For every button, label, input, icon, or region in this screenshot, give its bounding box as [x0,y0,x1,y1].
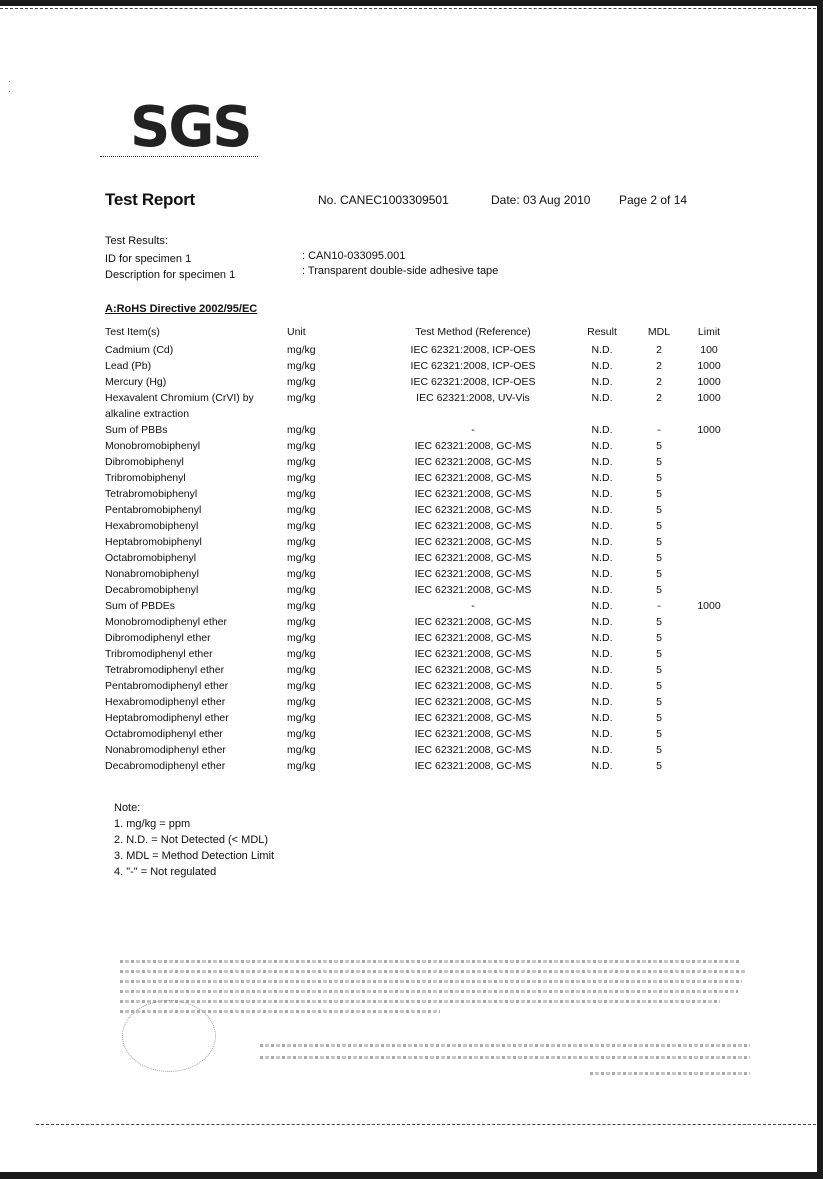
note-item: 3. MDL = Method Detection Limit [114,850,275,862]
specimen-id-label: ID for specimen 1 [105,253,192,265]
cell-result: N.D. [591,360,613,372]
cell-test-item: Heptabromodiphenyl ether [105,712,229,724]
cell-test-method: IEC 62321:2008, GC-MS [414,536,532,548]
cell-test-method: IEC 62321:2008, GC-MS [414,744,532,756]
cell-unit: mg/kg [287,360,316,372]
cell-mdl: 5 [656,584,662,596]
header-limit: Limit [697,326,721,338]
cell-test-method: IEC 62321:2008, ICP-OES [410,344,536,356]
cell-test-item: Pentabromodiphenyl ether [105,680,229,692]
cell-limit [687,440,731,456]
cell-unit: mg/kg [287,696,316,708]
cell-result: N.D. [591,552,613,564]
cell-limit: 100 [700,344,718,356]
cell-result: N.D. [591,344,613,356]
cell-unit: mg/kg [287,472,316,484]
cell-mdl: 5 [656,456,662,468]
table-row [105,536,731,552]
cell-mdl: 5 [656,632,662,644]
cell-mdl [631,408,687,424]
cell-mdl: 5 [656,760,662,772]
cell-result: N.D. [591,568,613,580]
cell-result: N.D. [591,680,613,692]
table-row [105,728,731,744]
cell-limit [687,536,731,552]
cell-test-method: IEC 62321:2008, ICP-OES [410,376,536,388]
cell-test-item: Octabromodiphenyl ether [105,728,223,740]
table-row [105,584,731,600]
cell-test-method: IEC 62321:2008, GC-MS [414,648,532,660]
cell-unit: mg/kg [287,520,316,532]
cell-result: N.D. [591,760,613,772]
fine-print-footer [120,950,750,1080]
cell-limit [687,584,731,600]
cell-test-method: IEC 62321:2008, GC-MS [414,632,532,644]
cell-result: N.D. [591,696,613,708]
left-margin-marks: · · [8,76,11,96]
notes [114,800,274,880]
cell-limit: 1000 [697,600,721,612]
note-item: 4. "-" = Not regulated [114,866,217,878]
cell-unit [287,408,373,424]
cell-limit [687,744,731,760]
table-row [105,504,731,520]
cell-unit: mg/kg [287,392,316,404]
cell-test-item: Nonabromodiphenyl ether [105,744,226,756]
cell-result: N.D. [591,392,613,404]
cell-result: N.D. [591,504,613,516]
cell-unit: mg/kg [287,664,316,676]
cell-test-item: Dibromodiphenyl ether [105,632,211,644]
cell-result: N.D. [591,600,613,612]
cell-limit: 1000 [697,376,721,388]
results-body [105,344,731,776]
cell-mdl: 5 [656,648,662,660]
cell-test-method: IEC 62321:2008, GC-MS [414,696,532,708]
cell-limit: 1000 [697,360,721,372]
table-row [105,520,731,536]
cell-test-method: IEC 62321:2008, GC-MS [414,504,532,516]
stamp-seal [122,1000,216,1072]
cell-test-item: Lead (Pb) [105,360,152,372]
table-row [105,424,731,440]
cell-mdl: 5 [656,680,662,692]
cell-test-item: Tribromodiphenyl ether [105,648,213,660]
cell-test-item: Sum of PBBs [105,424,168,436]
cell-mdl: 5 [656,664,662,676]
cell-limit [687,488,731,504]
cell-test-item: Nonabromobiphenyl [105,568,199,580]
cell-limit [687,408,731,424]
cell-limit: 1000 [697,392,721,404]
cell-result: N.D. [591,488,613,500]
bottom-dashed-line [36,1124,816,1125]
cell-test-method: IEC 62321:2008, GC-MS [414,456,532,468]
cell-mdl: 5 [656,440,662,452]
logo-underline [100,156,258,157]
cell-test-method: IEC 62321:2008, GC-MS [414,728,532,740]
cell-limit: 1000 [697,424,721,436]
cell-mdl: - [657,424,661,436]
cell-test-method: IEC 62321:2008, GC-MS [414,680,532,692]
cell-limit [687,760,731,776]
cell-unit: mg/kg [287,648,316,660]
cell-unit: mg/kg [287,504,316,516]
cell-result [573,408,631,424]
cell-test-item: Monobromobiphenyl [105,440,201,452]
cell-limit [687,712,731,728]
note-item: 2. N.D. = Not Detected (< MDL) [114,834,269,846]
table-row [105,408,731,424]
cell-test-item: Sum of PBDEs [105,600,176,612]
cell-test-method: IEC 62321:2008, GC-MS [414,568,532,580]
cell-test-item: Tribromobiphenyl [105,472,186,484]
cell-test-method: IEC 62321:2008, GC-MS [414,664,532,676]
table-row [105,696,731,712]
cell-unit: mg/kg [287,568,316,580]
cell-test-item: Heptabromobiphenyl [105,536,202,548]
table-row [105,568,731,584]
sgs-logo-text: SGS [130,95,251,160]
cell-test-method: IEC 62321:2008, UV-Vis [416,392,530,404]
cell-result: N.D. [591,632,613,644]
cell-mdl: 5 [656,488,662,500]
cell-test-method: - [471,600,475,612]
scan-edge-bottom [0,1172,823,1179]
cell-test-item: Monobromodiphenyl ether [105,616,227,628]
cell-mdl: 5 [656,696,662,708]
table-row [105,472,731,488]
cell-mdl: 2 [656,376,662,388]
cell-result: N.D. [591,536,613,548]
cell-test-method: IEC 62321:2008, GC-MS [414,616,532,628]
cell-limit [687,728,731,744]
note-item: 1. mg/kg = ppm [114,818,191,830]
cell-unit: mg/kg [287,488,316,500]
cell-unit: mg/kg [287,760,316,772]
cell-test-method: IEC 62321:2008, GC-MS [414,520,532,532]
cell-test-item: Mercury (Hg) [105,376,167,388]
cell-unit: mg/kg [287,440,316,452]
cell-limit [687,568,731,584]
cell-unit: mg/kg [287,424,316,436]
cell-limit [687,456,731,472]
cell-mdl: 5 [656,744,662,756]
cell-limit [687,552,731,568]
table-row [105,344,731,360]
cell-test-item: Tetrabromodiphenyl ether [105,664,225,676]
cell-test-method: IEC 62321:2008, GC-MS [414,472,532,484]
cell-test-method: IEC 62321:2008, GC-MS [414,712,532,724]
table-row [105,712,731,728]
table-row [105,360,731,376]
cell-limit [687,664,731,680]
table-row [105,760,731,776]
cell-limit [687,472,731,488]
cell-test-method [373,408,573,424]
header-unit: Unit [287,326,306,338]
header-test-item: Test Item(s) [105,326,160,338]
cell-unit: mg/kg [287,744,316,756]
cell-mdl: 5 [656,504,662,516]
report-number: No. CANEC1003309501 [318,193,449,207]
results-table [105,326,731,776]
cell-result: N.D. [591,712,613,724]
cell-test-item: Dibromobiphenyl [105,456,184,468]
cell-test-method: IEC 62321:2008, GC-MS [414,760,532,772]
cell-result: N.D. [591,728,613,740]
cell-limit [687,520,731,536]
table-row [105,616,731,632]
cell-unit: mg/kg [287,728,316,740]
table-row [105,392,731,408]
cell-limit [687,504,731,520]
table-row [105,552,731,568]
cell-result: N.D. [591,376,613,388]
header-result: Result [587,326,617,338]
cell-mdl: 5 [656,568,662,580]
scan-edge-top [0,0,823,6]
cell-mdl: 5 [656,472,662,484]
cell-test-item: Decabromodiphenyl ether [105,760,226,772]
cell-result: N.D. [591,424,613,436]
table-header-row [105,326,731,344]
table-row [105,664,731,680]
cell-result: N.D. [591,440,613,452]
cell-unit: mg/kg [287,376,316,388]
cell-unit: mg/kg [287,632,316,644]
cell-unit: mg/kg [287,584,316,596]
cell-mdl: 5 [656,712,662,724]
table-row [105,744,731,760]
cell-limit [687,632,731,648]
page-number: Page 2 of 14 [619,193,688,207]
cell-test-item: Hexavalent Chromium (CrVI) by [105,392,254,404]
table-row [105,632,731,648]
cell-test-item: alkaline extraction [105,408,190,420]
cell-result: N.D. [591,664,613,676]
cell-mdl: 5 [656,616,662,628]
section-title: A:RoHS Directive 2002/95/EC [105,303,258,315]
report-title: Test Report [105,190,195,209]
cell-limit [687,648,731,664]
notes-title: Note: [114,802,141,814]
table-row [105,680,731,696]
cell-mdl: 5 [656,728,662,740]
cell-limit [687,680,731,696]
cell-test-item: Octabromobiphenyl [105,552,197,564]
table-row [105,440,731,456]
cell-test-method: IEC 62321:2008, GC-MS [414,584,532,596]
cell-test-method: IEC 62321:2008, GC-MS [414,488,532,500]
cell-result: N.D. [591,616,613,628]
sgs-logo [100,96,260,166]
cell-mdl: 5 [656,536,662,548]
cell-test-item: Hexabromodiphenyl ether [105,696,226,708]
cell-mdl: 2 [656,344,662,356]
cell-mdl: 2 [656,360,662,372]
scan-edge-right [817,0,823,1179]
table-row [105,648,731,664]
cell-result: N.D. [591,472,613,484]
cell-unit: mg/kg [287,552,316,564]
cell-mdl: - [657,600,661,612]
cell-test-item: Pentabromobiphenyl [105,504,202,516]
cell-unit: mg/kg [287,536,316,548]
cell-unit: mg/kg [287,600,316,612]
cell-result: N.D. [591,520,613,532]
cell-unit: mg/kg [287,616,316,628]
cell-test-item: Hexabromobiphenyl [105,520,199,532]
cell-test-method: IEC 62321:2008, ICP-OES [410,360,536,372]
cell-test-method: IEC 62321:2008, GC-MS [414,440,532,452]
cell-unit: mg/kg [287,680,316,692]
header-test-method: Test Method (Reference) [415,326,531,338]
cell-test-method: - [471,424,475,436]
cell-unit: mg/kg [287,344,316,356]
cell-limit [687,616,731,632]
cell-mdl: 5 [656,520,662,532]
cell-unit: mg/kg [287,712,316,724]
cell-mdl: 2 [656,392,662,404]
specimen-desc-value: : Transparent double-side adhesive tape [302,265,499,277]
cell-test-item: Cadmium (Cd) [105,344,174,356]
table-row [105,488,731,504]
specimen-id-value: : CAN10-033095.001 [302,250,406,262]
cell-test-item: Decabromobiphenyl [105,584,199,596]
cell-mdl: 5 [656,552,662,564]
table-row [105,456,731,472]
top-dashed-line [0,8,816,9]
cell-unit: mg/kg [287,456,316,468]
cell-result: N.D. [591,744,613,756]
table-row [105,600,731,616]
test-results-label: Test Results: [105,235,168,247]
specimen-desc-label: Description for specimen 1 [105,269,236,281]
cell-test-item: Tetrabromobiphenyl [105,488,198,500]
report-date: Date: 03 Aug 2010 [491,193,591,207]
cell-limit [687,696,731,712]
cell-test-method: IEC 62321:2008, GC-MS [414,552,532,564]
table-row [105,376,731,392]
header-mdl: MDL [647,326,671,338]
cell-result: N.D. [591,584,613,596]
cell-result: N.D. [591,648,613,660]
cell-result: N.D. [591,456,613,468]
